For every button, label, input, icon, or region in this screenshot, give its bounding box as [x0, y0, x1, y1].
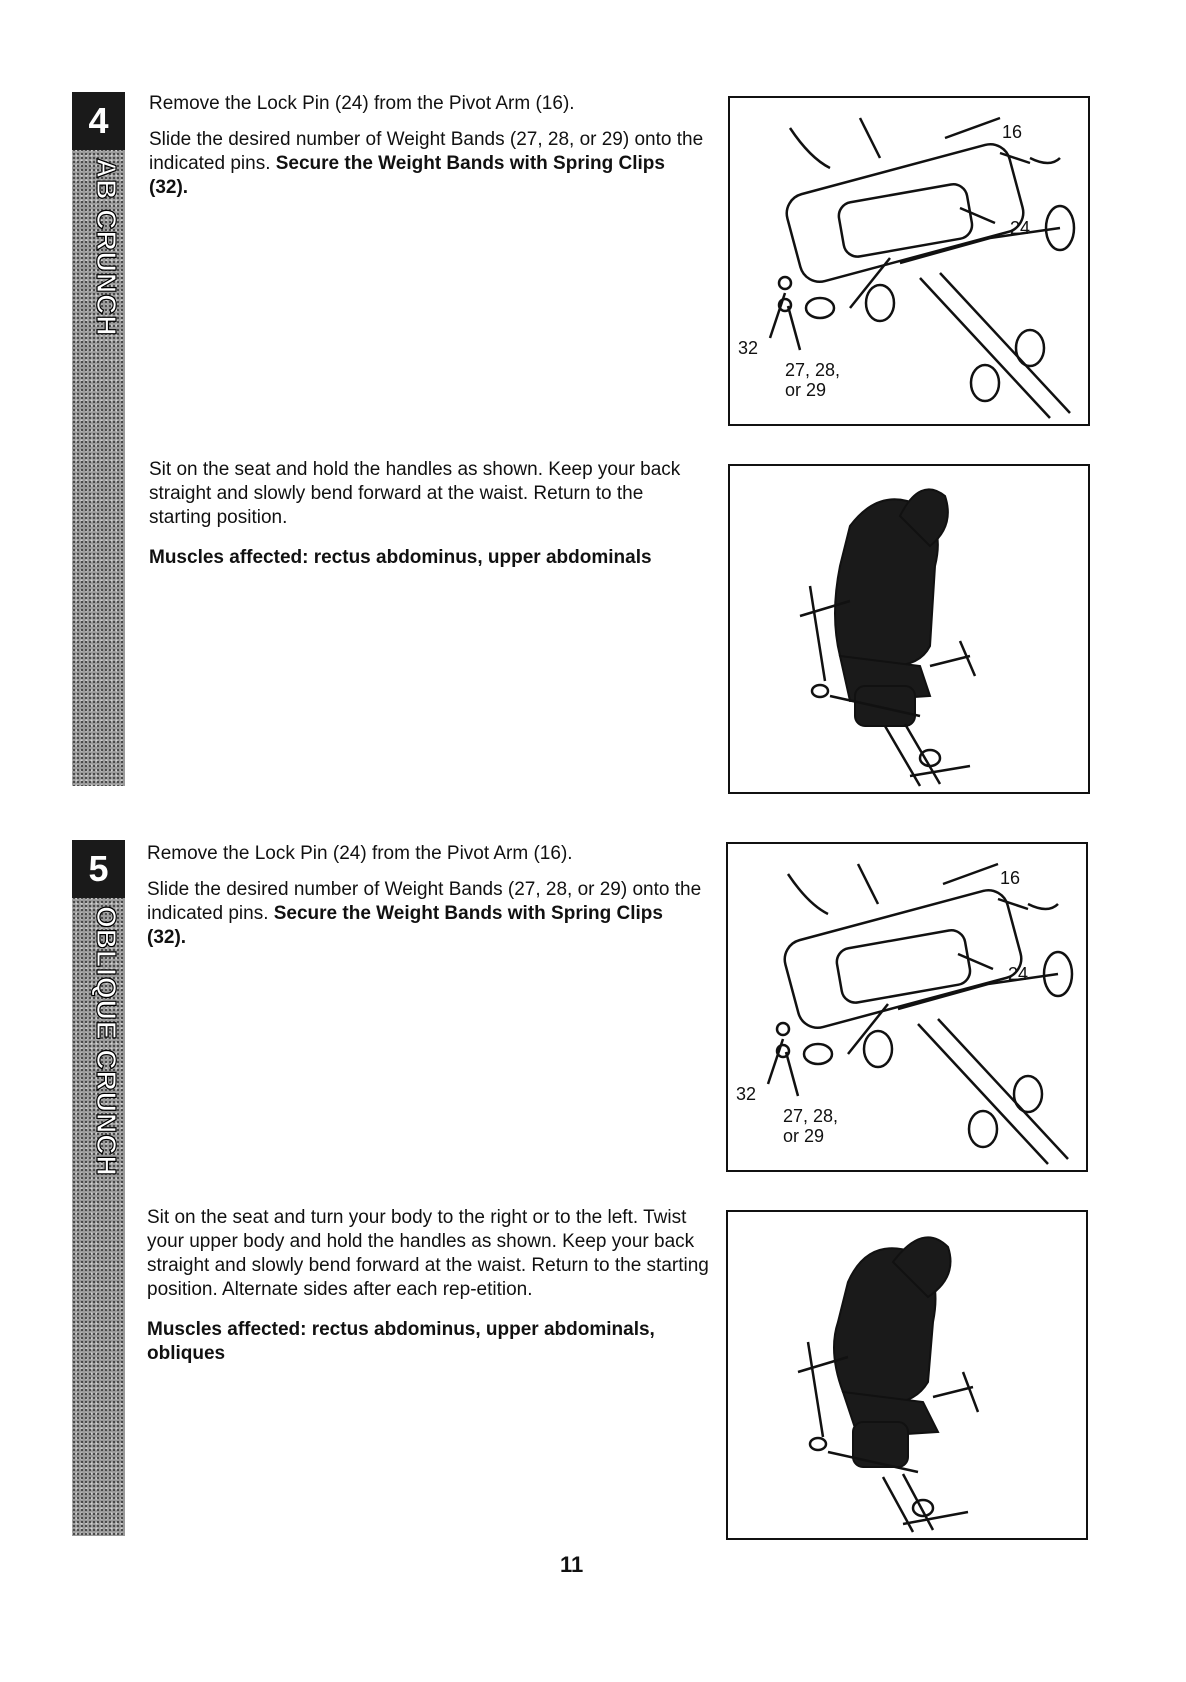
label-pivot-arm: 16	[1002, 122, 1023, 142]
assembly-drawing	[728, 844, 1086, 1170]
label-weight-bands-2: or 29	[785, 380, 827, 400]
label-spring-clips: 32	[738, 338, 759, 358]
oblique-crunch-illustration	[728, 1212, 1086, 1538]
assembly-drawing	[730, 98, 1088, 424]
label-weight-bands-1: 27, 28,	[785, 360, 841, 380]
section-5-title: OBLIQUE CRUNCH	[91, 906, 122, 1177]
section-5-assembly-figure	[726, 842, 1088, 1172]
section-4-assembly-figure	[728, 96, 1090, 426]
label-weight-bands-2: or 29	[783, 1126, 825, 1146]
label-lock-pin: 24	[1008, 964, 1029, 984]
section-4-sidebar	[72, 92, 125, 786]
section-5-exercise-text: Sit on the seat and turn your body to the right or to the left. Twist your upper body and hold the handles as shown. Keep your back straight and slowly bend forward at the waist. Return to the starting position. Alternate sides after each rep-etition. Muscles affected: rectus abdominus, upper abdominals, obliques	[147, 1207, 709, 1364]
section-5-setup-text: Remove the Lock Pin (24) from the Pivot Arm (16). Slide the desired number of Weight Bands (27, 28, or 29) onto the indicated pins. Secure the Weight Bands with Spring Clips (32).	[147, 843, 702, 948]
step-number-4: 4	[88, 100, 109, 141]
section-4-exercise-text: Sit on the seat and hold the handles as shown. Keep your back straight and slowly bend forward at the waist. Return to the starting position. Muscles affected: rectus abdominus, upper abdominals	[149, 459, 681, 568]
section-5-sidebar	[72, 840, 125, 1536]
section-4-title: AB CRUNCH	[91, 158, 122, 337]
step-number-5: 5	[88, 848, 109, 889]
label-weight-bands-1: 27, 28,	[783, 1106, 839, 1126]
page-number: 11	[560, 1552, 584, 1577]
ab-crunch-illustration	[730, 466, 1088, 792]
label-lock-pin: 24	[1010, 218, 1031, 238]
label-spring-clips: 32	[736, 1084, 757, 1104]
label-pivot-arm: 16	[1000, 868, 1021, 888]
section-4-setup-text: Remove the Lock Pin (24) from the Pivot Arm (16). Slide the desired number of Weight Bands (27, 28, or 29) onto the indicated pins. Secure the Weight Bands with Spring Clips (32).	[149, 93, 704, 198]
section-5-exercise-figure	[726, 1210, 1088, 1540]
section-4-exercise-figure	[728, 464, 1090, 794]
